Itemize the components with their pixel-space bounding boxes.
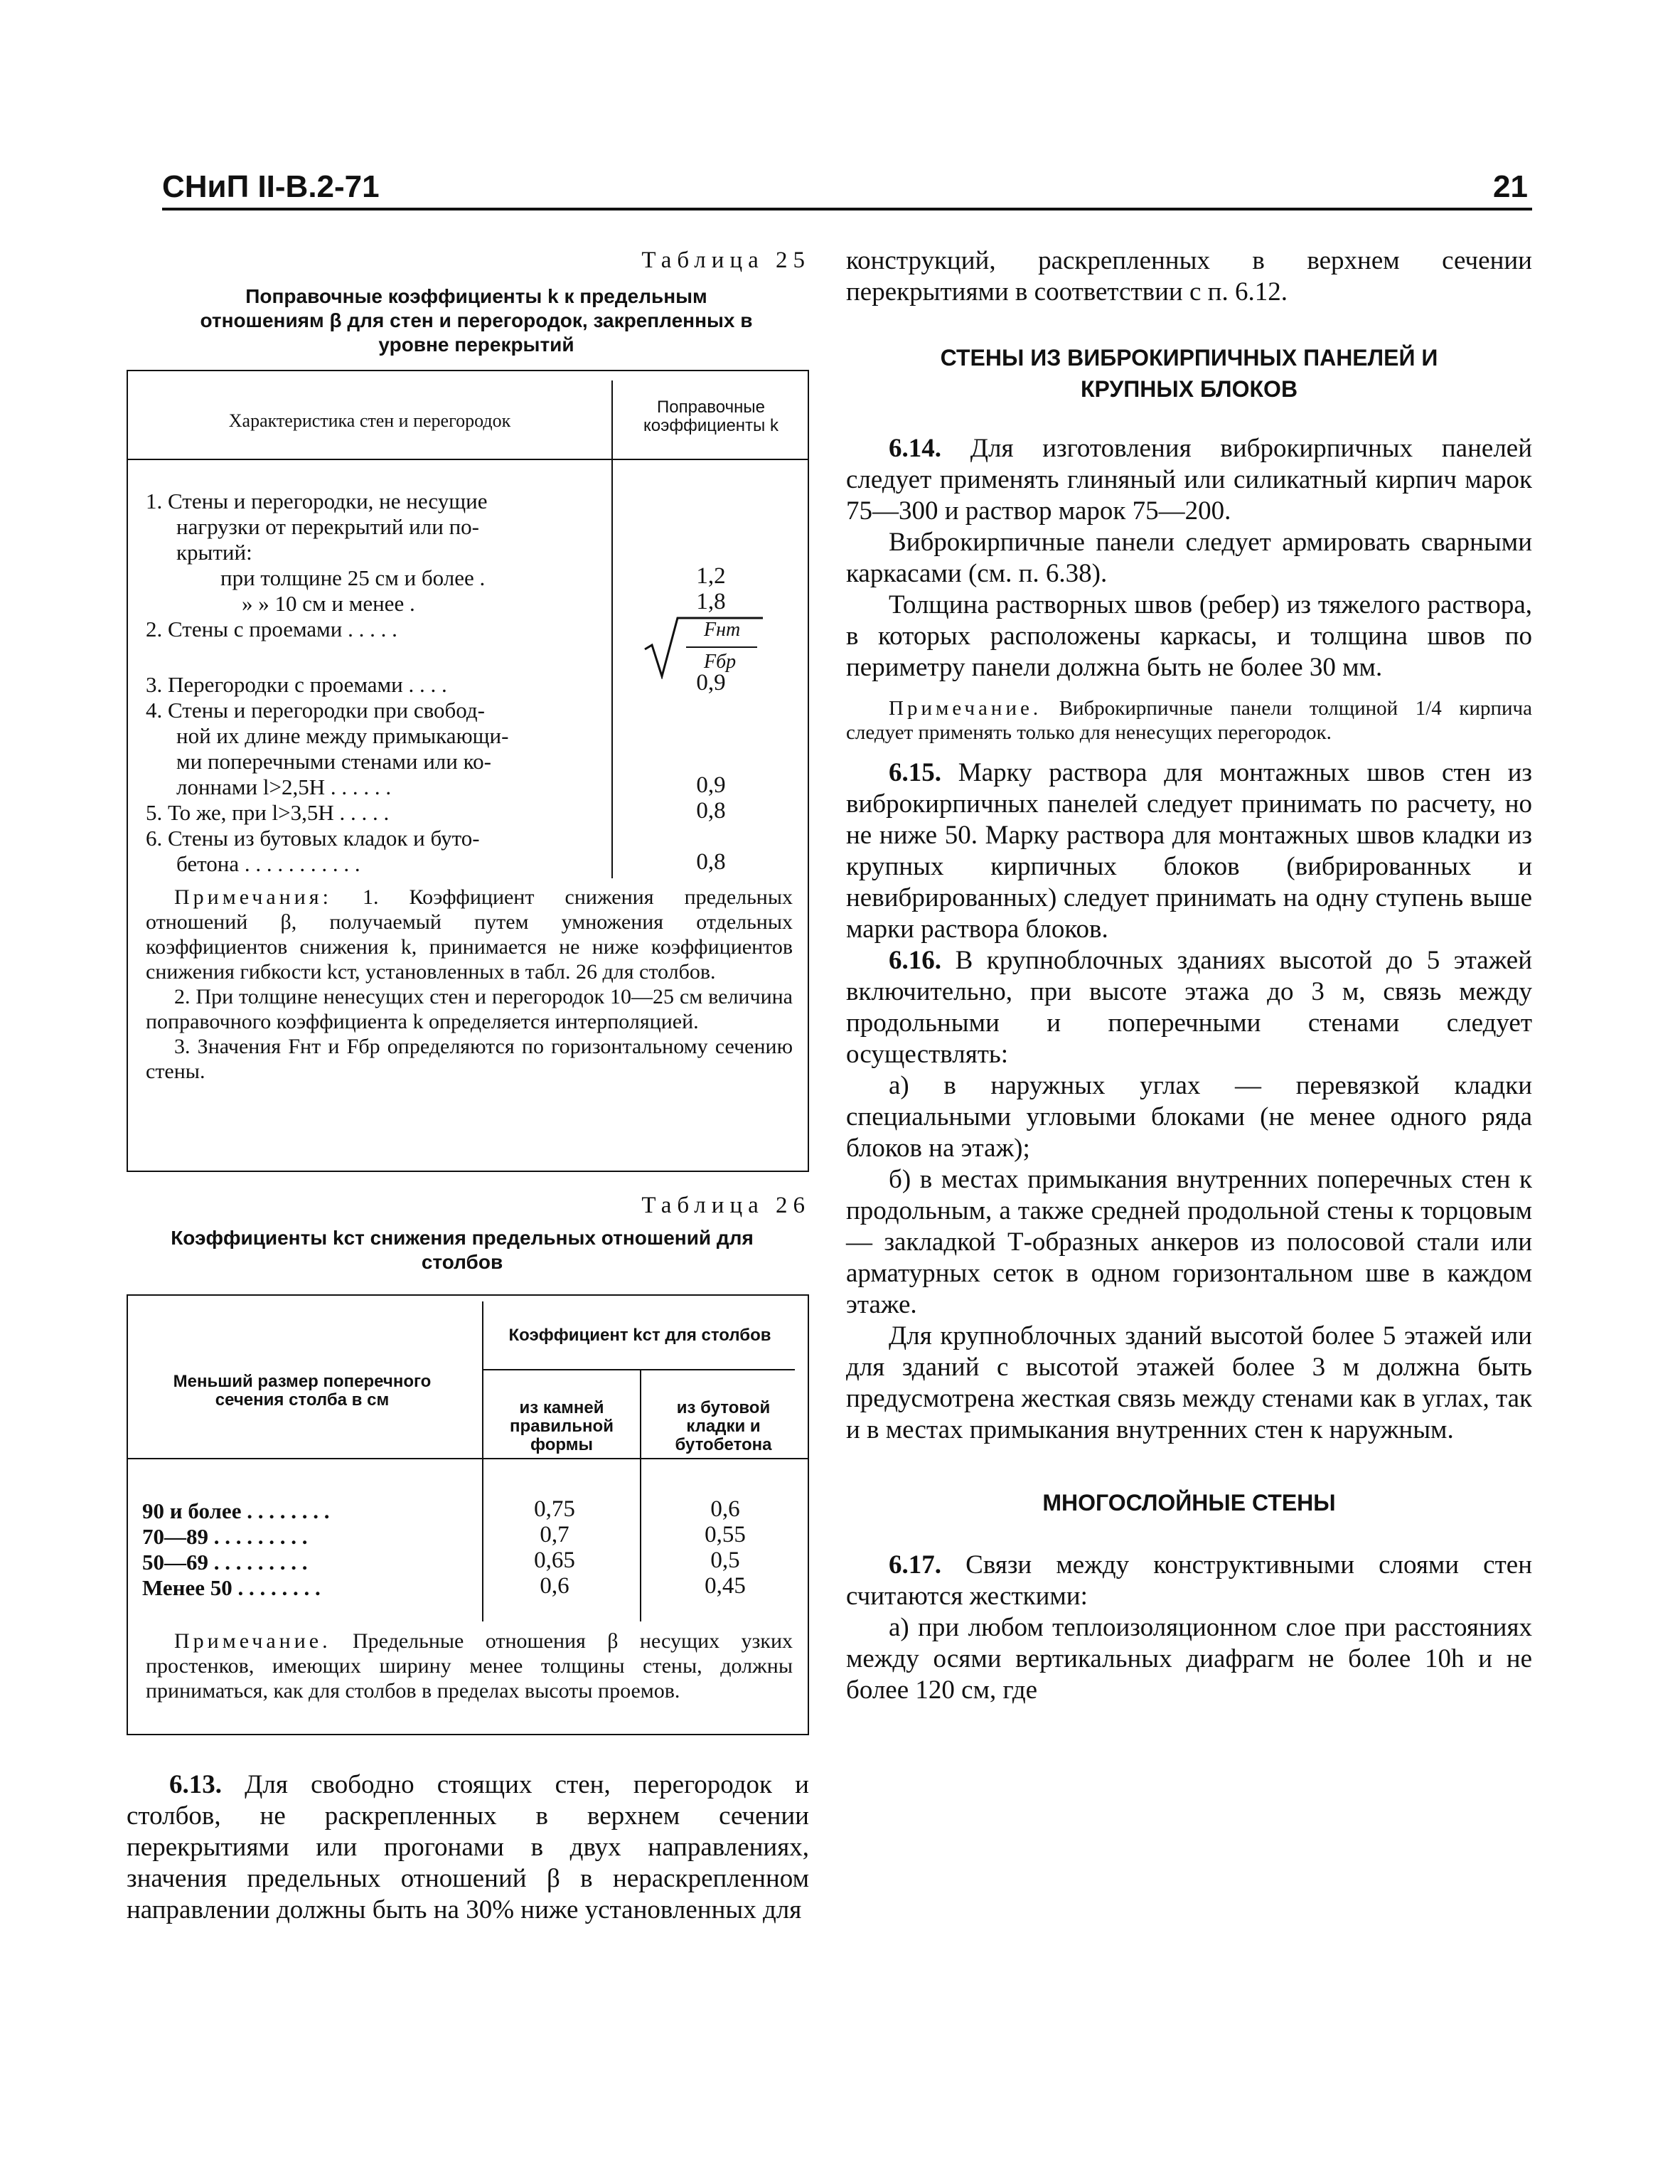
table26-value-b: 0,5 [710, 1548, 740, 1573]
table25-value: 1,8 [696, 589, 726, 614]
table26-row-label: 90 и более . . . . . . . . [142, 1498, 330, 1523]
table26-left-border [127, 1294, 128, 1735]
table26-value-a: 0,65 [534, 1548, 575, 1573]
table25-row: 2. Стены с проемами . . . . . [146, 617, 397, 641]
table26-top-rule [127, 1294, 809, 1296]
table25-title: Поправочные коэффициенты k к предельным отношениям β для стен и перегородок, закрепленных в уровне перекрытий [200, 285, 753, 356]
table25-row: 3. Перегородки с проемами . . . . [146, 672, 447, 697]
table26-group-header: Коэффициент kст для столбов [508, 1326, 771, 1345]
table25-notes [146, 885, 793, 1084]
table26-note [146, 1629, 793, 1703]
para-number: 6.17. [889, 1550, 941, 1580]
para-number: 6.16. [889, 946, 941, 975]
table25-row: 1. Стены и перегородки, не несущие [146, 489, 488, 513]
paragraph-text: Для свободно стоящих стен, перегородок и столбов, не раскрепленных в верхнем сечении перекрытиями или прогонами в двух направлениях, значения предельных отношений β в нераскрепленном направлении должны быть на 30% ниже установленных для [127, 1770, 809, 1924]
table26-value-a: 0,6 [540, 1573, 569, 1599]
paragraph-text: а) в наружных углах — перевязкой кладки специальными угловыми блоками (не менее одного ряда блоков на этаж); [846, 1071, 1532, 1163]
radical-denominator: Fбр [704, 651, 737, 673]
para-number: 6.15. [889, 758, 941, 787]
table25-row: крытий: [176, 540, 252, 565]
paragraph-text: Для крупноблочных зданий высотой более 5 этажей или для зданий с высотой этажей более 3 м должна быть предусмотрена жесткая связь между стенами как в углах, так и в местах примыкания внутренних стен к наружным. [846, 1321, 1532, 1444]
table26-value-b: 0,6 [710, 1496, 740, 1522]
table25-right-border [808, 370, 809, 1172]
table25-head-rule [127, 459, 809, 460]
note-text: Виброкирпичные панели толщиной 1/4 кирпича следует применять только для ненесущих перегородок. [846, 697, 1532, 744]
paragraph-text: Связи между конструктивными слоями стен считаются жесткими: [846, 1550, 1532, 1611]
page-number: 21 [1493, 169, 1528, 204]
right-column [846, 245, 1532, 1706]
paragraph-text: В крупноблочных зданиях высотой до 5 этажей включительно, при высоте этажа до 3 м, связь между продольными и поперечными стенами следует осуществлять: [846, 946, 1532, 1069]
table25-row: нагрузки от перекрытий или по- [176, 514, 479, 539]
table26-row-label: Менее 50 . . . . . . . . [142, 1575, 321, 1600]
table25-value: 0,9 [696, 772, 726, 798]
table26-col3-header: из бутовой кладки и бутобетона [675, 1398, 772, 1454]
table26-note-text: Предельные отношения β несущих узких простенков, имеющих ширину менее толщины стены, должны приниматься, как для столбов в пределах высоты проемов. [146, 1629, 793, 1703]
header-rule [162, 208, 1532, 211]
table26-value-b: 0,45 [705, 1573, 746, 1599]
paragraph-text: Для изготовления виброкирпичных панелей следует применять глиняный или силикатный кирпич марок 75—300 и раствор марок 75—200. [846, 434, 1533, 526]
table25-row: 4. Стены и перегородки при свобод- [146, 698, 486, 723]
note2: 2. При толщине ненесущих стен и перегородок 10—25 см величина поправочного коэффициента k определяется интерполяцией. [146, 985, 793, 1033]
table26-value-a: 0,7 [540, 1522, 569, 1548]
table25-row: ной их длине между примыкающи- [176, 723, 509, 748]
radical-numerator: Fнт [704, 619, 741, 641]
table26-col2-header: из камней правильной формы [510, 1398, 614, 1454]
table26-row-label: 50—69 . . . . . . . . . [142, 1550, 308, 1575]
table25-caption: Таблица 25 [641, 247, 810, 273]
table25-value: 0,8 [696, 798, 726, 824]
paragraph-text: Марку раствора для монтажных швов стен из виброкирпичных панелей следует принимать по расчету, но не ниже 50. Марку раствора для монтажных швов кладки из крупных кирпичных блоков (вибрированных и невибрированных) следует принимать на одну ступень выше марки раствора блоков. [846, 758, 1532, 944]
table25-row: при толщине 25 см и более . [220, 565, 486, 590]
para-number: 6.14. [889, 434, 941, 463]
continued-paragraph: конструкций, раскрепленных в верхнем сечении перекрытиями в соответствии с п. 6.12. [846, 246, 1532, 307]
section-heading-panels: СТЕНЫ ИЗ ВИБРОКИРПИЧНЫХ ПАНЕЛЕЙ И КРУПНЫХ БЛОКОВ [940, 345, 1438, 402]
table26-value-a: 0,75 [534, 1496, 575, 1522]
notes-label: Примечания: [174, 885, 332, 909]
table26-right-border [808, 1294, 809, 1735]
note1: 1. Коэффициент снижения предельных отношений β, получаемый путем умножения отдельных коэффициентов снижения k, принимается не ниже коэффициентов снижения гибкости kст, установленных в табл. 26 для столбов. [146, 885, 793, 984]
table25-bottom-rule [127, 1171, 809, 1172]
doc-code: СНиП II-В.2-71 [162, 169, 380, 204]
table26-row-label: 70—89 . . . . . . . . . [142, 1524, 308, 1549]
table25-row: ми поперечными стенами или ко- [176, 749, 491, 774]
table25-left-border [127, 370, 128, 1172]
table25-top-rule [127, 370, 809, 371]
table25-row: 5. То же, при l>3,5H . . . . . [146, 800, 390, 825]
paragraph-text: Толщина растворных швов (ребер) из тяжелого раствора, в которых расположены каркасы, и толщина швов по периметру панели должна быть не более 30 мм. [846, 590, 1532, 682]
table26-divider-1 [482, 1301, 483, 1621]
paragraph-text: а) при любом теплоизоляционном слое при расстояниях между осями вертикальных диафрагм не более 10h и не более 120 см, где [846, 1613, 1532, 1705]
paragraph-text: б) в местах примыкания внутренних поперечных стен к продольным, а также средней продольной стены к торцовым — закладкой Т-образных анкеров из полосовой стали или арматурных сеток в одном горизонтальном шве в каждом этаже. [846, 1165, 1532, 1319]
table25-col2-header: Поправочные коэффициенты k [643, 398, 779, 435]
table25-row: лоннами l>2,5H . . . . . . [176, 774, 392, 799]
table26-divider-2 [640, 1369, 641, 1621]
para-number: 6.13. [169, 1770, 222, 1799]
table26-value-b: 0,55 [705, 1522, 746, 1548]
table25-col-divider [611, 380, 613, 878]
note-label: Примечание. [889, 697, 1042, 720]
table25-row: » » 10 см и менее . [242, 591, 415, 616]
table26-bottom-rule [127, 1734, 809, 1735]
table26-note-label: Примечание. [174, 1629, 331, 1653]
table25-col1-header: Характеристика стен и перегородок [228, 410, 511, 431]
table26-head-rule [127, 1458, 809, 1459]
paragraph-text: Виброкирпичные панели следует армировать сварными каркасами (см. п. 6.38). [846, 528, 1532, 588]
table25-value: 0,8 [696, 849, 726, 875]
table25-value: 1,2 [696, 563, 726, 589]
table25-row: бетона . . . . . . . . . . . [176, 851, 360, 876]
note3: 3. Значения Fнт и Fбр определяются по горизонтальному сечению стены. [146, 1035, 793, 1083]
table26-group-rule [482, 1369, 795, 1370]
table25-value: 0,9 [696, 670, 726, 696]
table26-caption: Таблица 26 [641, 1193, 810, 1218]
section-heading-multilayer: МНОГОСЛОЙНЫЕ СТЕНЫ [1042, 1490, 1336, 1516]
table26-title: Коэффициенты kст снижения предельных отношений для столбов [171, 1227, 754, 1273]
paragraph-6-13 [127, 1769, 809, 1926]
table26-col1-header: Меньший размер поперечного сечения столба в см [173, 1372, 432, 1410]
table25-row: 6. Стены из бутовых кладок и буто- [146, 826, 480, 851]
